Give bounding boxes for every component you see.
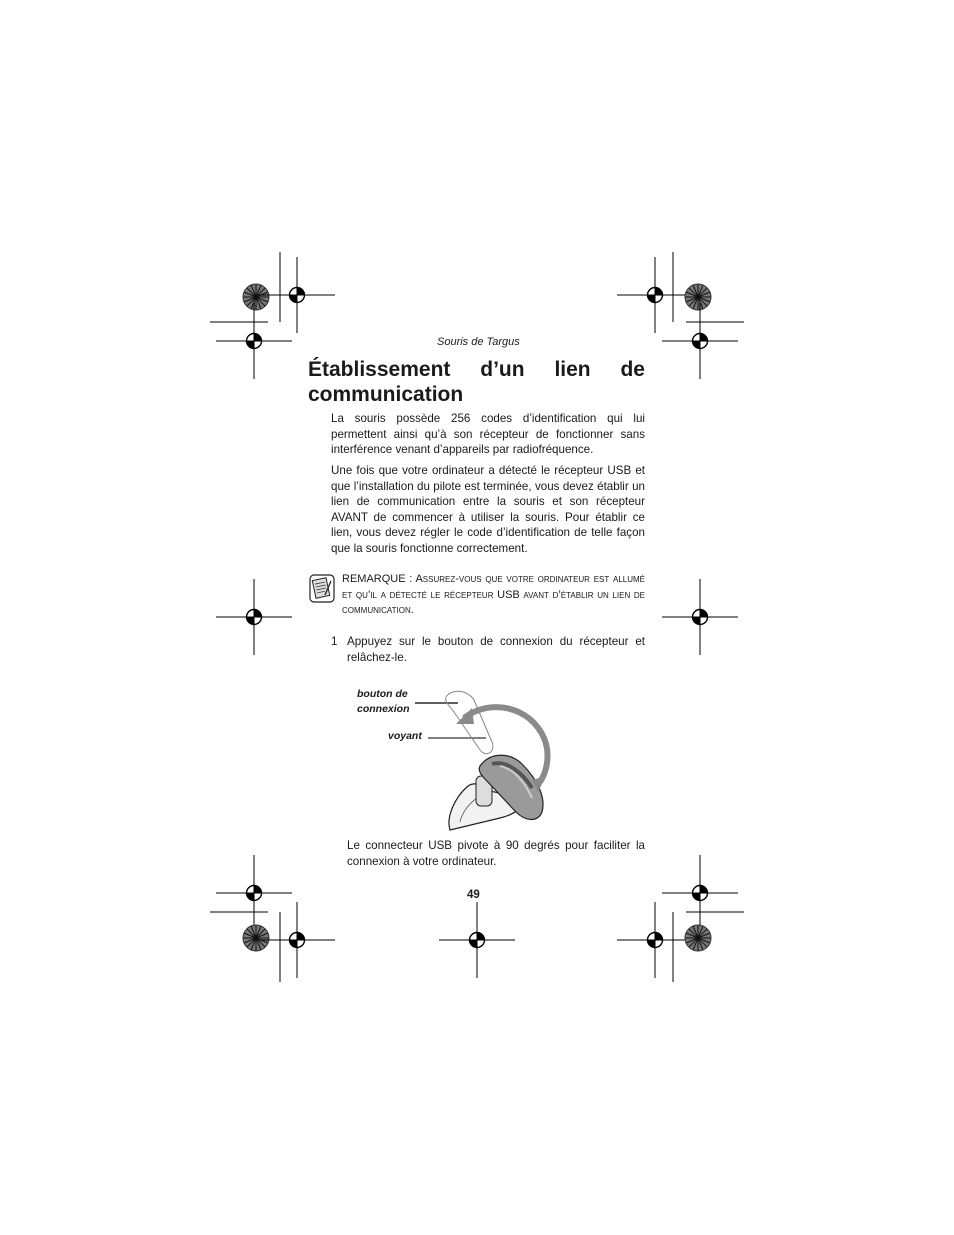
page-number: 49 xyxy=(467,889,480,901)
title-word: de xyxy=(620,358,645,381)
section-title-line-2: communication xyxy=(308,383,464,406)
step-text: Appuyez sur le bouton de connexion du récepteur et relâchez-le. xyxy=(347,635,645,664)
figure-caption: Le connecteur USB pivote à 90 degrés pour faciliter la connexion à votre ordinateur. xyxy=(347,839,645,868)
step-item xyxy=(331,634,645,665)
body-paragraph: La souris possède 256 codes d’identification qui lui permettent ainsi qu’à son récepteur de fonctionner sans interférence venant d’appareils par radiofréquence. xyxy=(331,412,645,456)
body-paragraph: Une fois que votre ordinateur a détecté le récepteur USB et que l’installation du pilote est terminée, vous devez établir un lien de communication entre la souris et son récepteur AVANT de commencer à utiliser la souris. Pour établir ce lien, vous devez régler le code d’identification de telle façon que la souris fonctionne correctement. xyxy=(331,464,645,555)
connect-button-label: bouton de connexion xyxy=(357,688,410,715)
step-number: 1 xyxy=(331,635,338,648)
section-title-line-1 xyxy=(308,357,645,382)
title-word: d’un xyxy=(480,358,525,381)
notepad-icon xyxy=(309,573,335,603)
note-text: REMARQUE : Assurez-vous que votre ordinateur est allumé et qu’il a détecté le récepteur USB avant d’établir un lien de communication. xyxy=(342,573,645,616)
section-title xyxy=(308,357,645,407)
led-label: voyant xyxy=(388,730,422,742)
title-word: lien xyxy=(554,358,591,381)
title-word: Établissement xyxy=(308,358,451,381)
running-header: Souris de Targus xyxy=(437,336,520,348)
